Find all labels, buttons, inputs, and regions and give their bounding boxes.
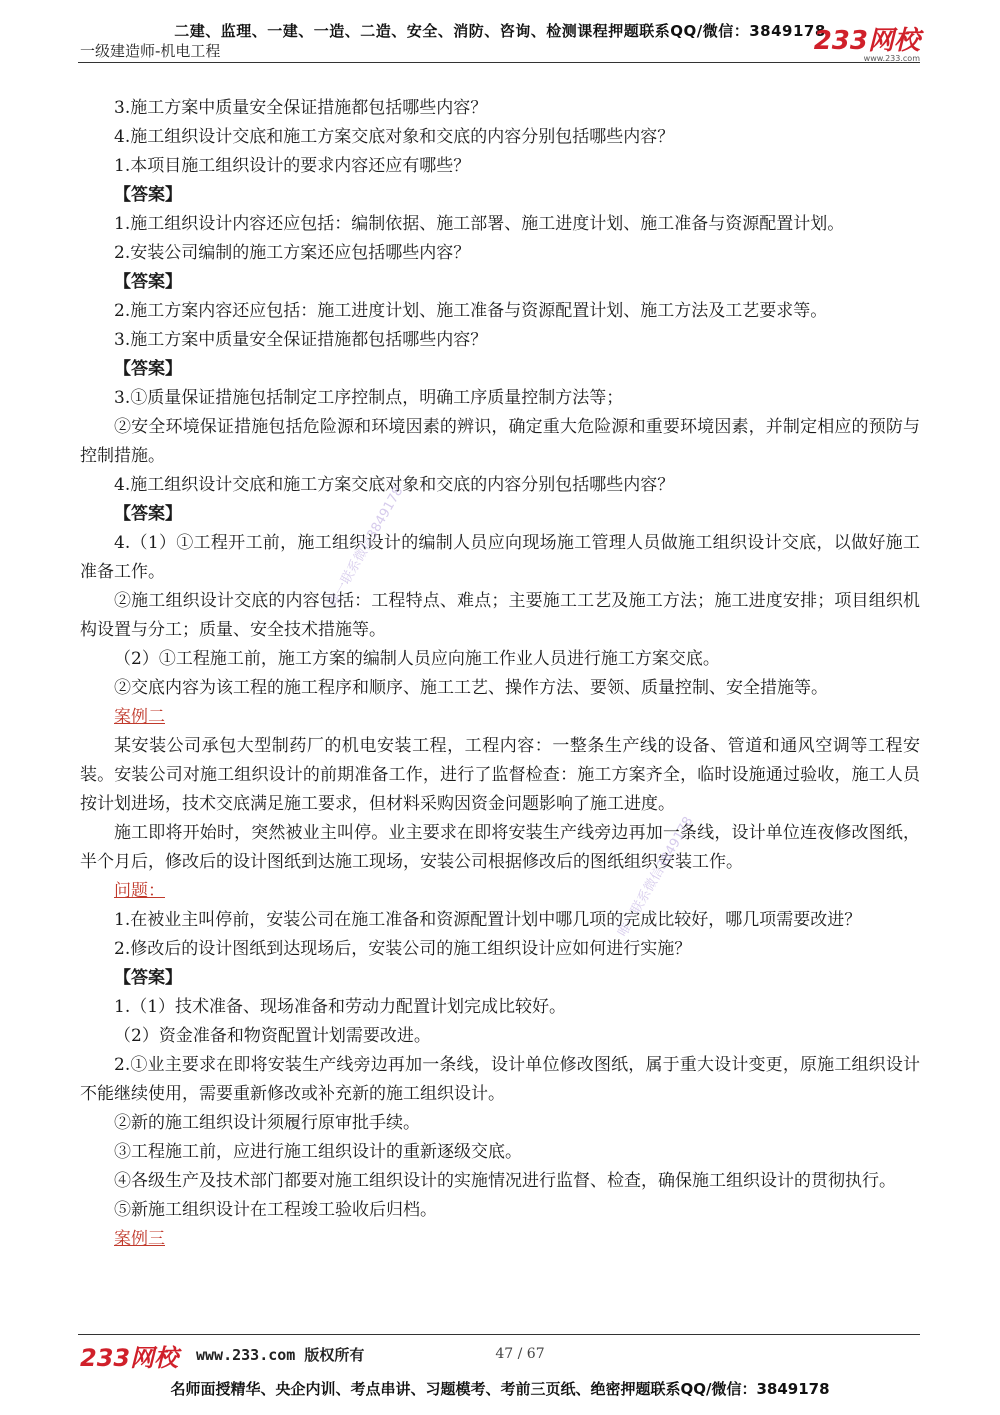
body-paragraph: （2）①工程施工前，施工方案的编制人员应向施工作业人员进行施工方案交底。 xyxy=(114,649,720,669)
footer-copyright: www.233.com 版权所有 xyxy=(196,1346,365,1364)
body-paragraph: 4.施工组织设计交底和施工方案交底对象和交底的内容分别包括哪些内容？ xyxy=(114,475,675,495)
body-paragraph: 3.①质量保证措施包括制定工序控制点，明确工序质量控制方法等； xyxy=(114,388,624,408)
top-contact-banner: 二建、监理、一建、一造、二造、安全、消防、咨询、检测课程押题联系QQ/微信：3849178 xyxy=(174,22,826,40)
section-heading: 案例二 xyxy=(114,707,165,727)
logo-url: www.233.com xyxy=(863,54,920,63)
body-paragraph: 1.施工组织设计内容还应包括：编制依据、施工部署、施工进度计划、施工准备与资源配置计划。 xyxy=(114,214,845,234)
body-paragraph: 2.施工方案内容还应包括：施工进度计划、施工准备与资源配置计划、施工方法及工艺要求等。 xyxy=(114,301,828,321)
body-paragraph: 1.在被业主叫停前，安装公司在施工准备和资源配置计划中哪几项的完成比较好，哪几项需要改进？ xyxy=(114,910,862,930)
bottom-contact-banner: 名师面授精华、央企内训、考点串讲、习题模考、考前三页纸、绝密押题联系QQ/微信：3849178 xyxy=(170,1380,830,1398)
body-paragraph: 1.（1）技术准备、现场准备和劳动力配置计划完成比较好。 xyxy=(114,997,567,1017)
body-paragraph: 某安装公司承包大型制药厂的机电安装工程，工程内容：一整条生产线的设备、管道和通风空调等工程安装。安装公司对施工组织设计的前期准备工作，进行了监督检查：施工方案齐全，临时设施通过验收，施工人员按计划进场，技术交底满足施工要求，但材料采购因资金问题影响了施工进度。 xyxy=(80,736,920,814)
answer-heading: 【答案】 xyxy=(114,504,182,524)
footer-divider xyxy=(78,1334,920,1335)
body-paragraph: 3.施工方案中质量安全保证措施都包括哪些内容？ xyxy=(114,98,488,118)
body-paragraph: 2.安装公司编制的施工方案还应包括哪些内容？ xyxy=(114,243,471,263)
subject-label: 一级建造师-机电工程 xyxy=(80,42,221,60)
body-paragraph: ③工程施工前，应进行施工组织设计的重新逐级交底。 xyxy=(114,1142,522,1162)
page-number: 47 / 67 xyxy=(495,1346,545,1362)
body-paragraph: 3.施工方案中质量安全保证措施都包括哪些内容？ xyxy=(114,330,488,350)
answer-heading: 【答案】 xyxy=(114,272,182,292)
answer-heading: 【答案】 xyxy=(114,968,182,988)
body-paragraph: 4.（1）①工程开工前，施工组织设计的编制人员应向现场施工管理人员做施工组织设计交底，以做好施工准备工作。 xyxy=(80,533,920,582)
body-paragraph: ②新的施工组织设计须履行原审批手续。 xyxy=(114,1113,420,1133)
body-paragraph: 4.施工组织设计交底和施工方案交底对象和交底的内容分别包括哪些内容？ xyxy=(114,127,675,147)
body-paragraph: ②施工组织设计交底的内容包括：工程特点、难点；主要施工工艺及施工方法；施工进度安排；项目组织机构设置与分工；质量、安全技术措施等。 xyxy=(80,591,920,640)
body-paragraph: ⑤新施工组织设计在工程竣工验收后归档。 xyxy=(114,1200,437,1220)
watermark-text: 唯一联系微信3849178 xyxy=(325,484,407,610)
section-heading: 案例三 xyxy=(114,1229,165,1249)
body-paragraph: 2.①业主要求在即将安装生产线旁边再加一条线，设计单位修改图纸，属于重大设计变更，原施工组织设计不能继续使用，需要重新修改或补充新的施工组织设计。 xyxy=(80,1055,920,1104)
body-paragraph: 2.修改后的设计图纸到达现场后，安装公司的施工组织设计应如何进行实施？ xyxy=(114,939,692,959)
section-heading: 问题： xyxy=(114,881,165,901)
document-body xyxy=(80,94,920,1254)
watermark-text: 唯一联系微信3849178 xyxy=(615,814,697,940)
body-paragraph: ④各级生产及技术部门都要对施工组织设计的实施情况进行监督、检查，确保施工组织设计的贯彻执行。 xyxy=(114,1171,896,1191)
footer-logo: 233网校 xyxy=(80,1344,179,1372)
body-paragraph: 施工即将开始时，突然被业主叫停。业主要求在即将安装生产线旁边再加一条线，设计单位连夜修改图纸，半个月后，修改后的设计图纸到达施工现场，安装公司根据修改后的图纸组织安装工作。 xyxy=(80,823,920,872)
header-divider xyxy=(78,62,920,63)
answer-heading: 【答案】 xyxy=(114,185,182,205)
body-paragraph: ②安全环境保证措施包括危险源和环境因素的辨识，确定重大危险源和重要环境因素，并制定相应的预防与控制措施。 xyxy=(80,417,920,466)
body-paragraph: （2）资金准备和物资配置计划需要改进。 xyxy=(114,1026,431,1046)
answer-heading: 【答案】 xyxy=(114,359,182,379)
logo-wordmark: 233网校 xyxy=(813,26,920,56)
body-paragraph: ②交底内容为该工程的施工程序和顺序、施工工艺、操作方法、要领、质量控制、安全措施等。 xyxy=(114,678,828,698)
body-paragraph: 1.本项目施工组织设计的要求内容还应有哪些？ xyxy=(114,156,471,176)
brand-logo xyxy=(814,28,920,63)
